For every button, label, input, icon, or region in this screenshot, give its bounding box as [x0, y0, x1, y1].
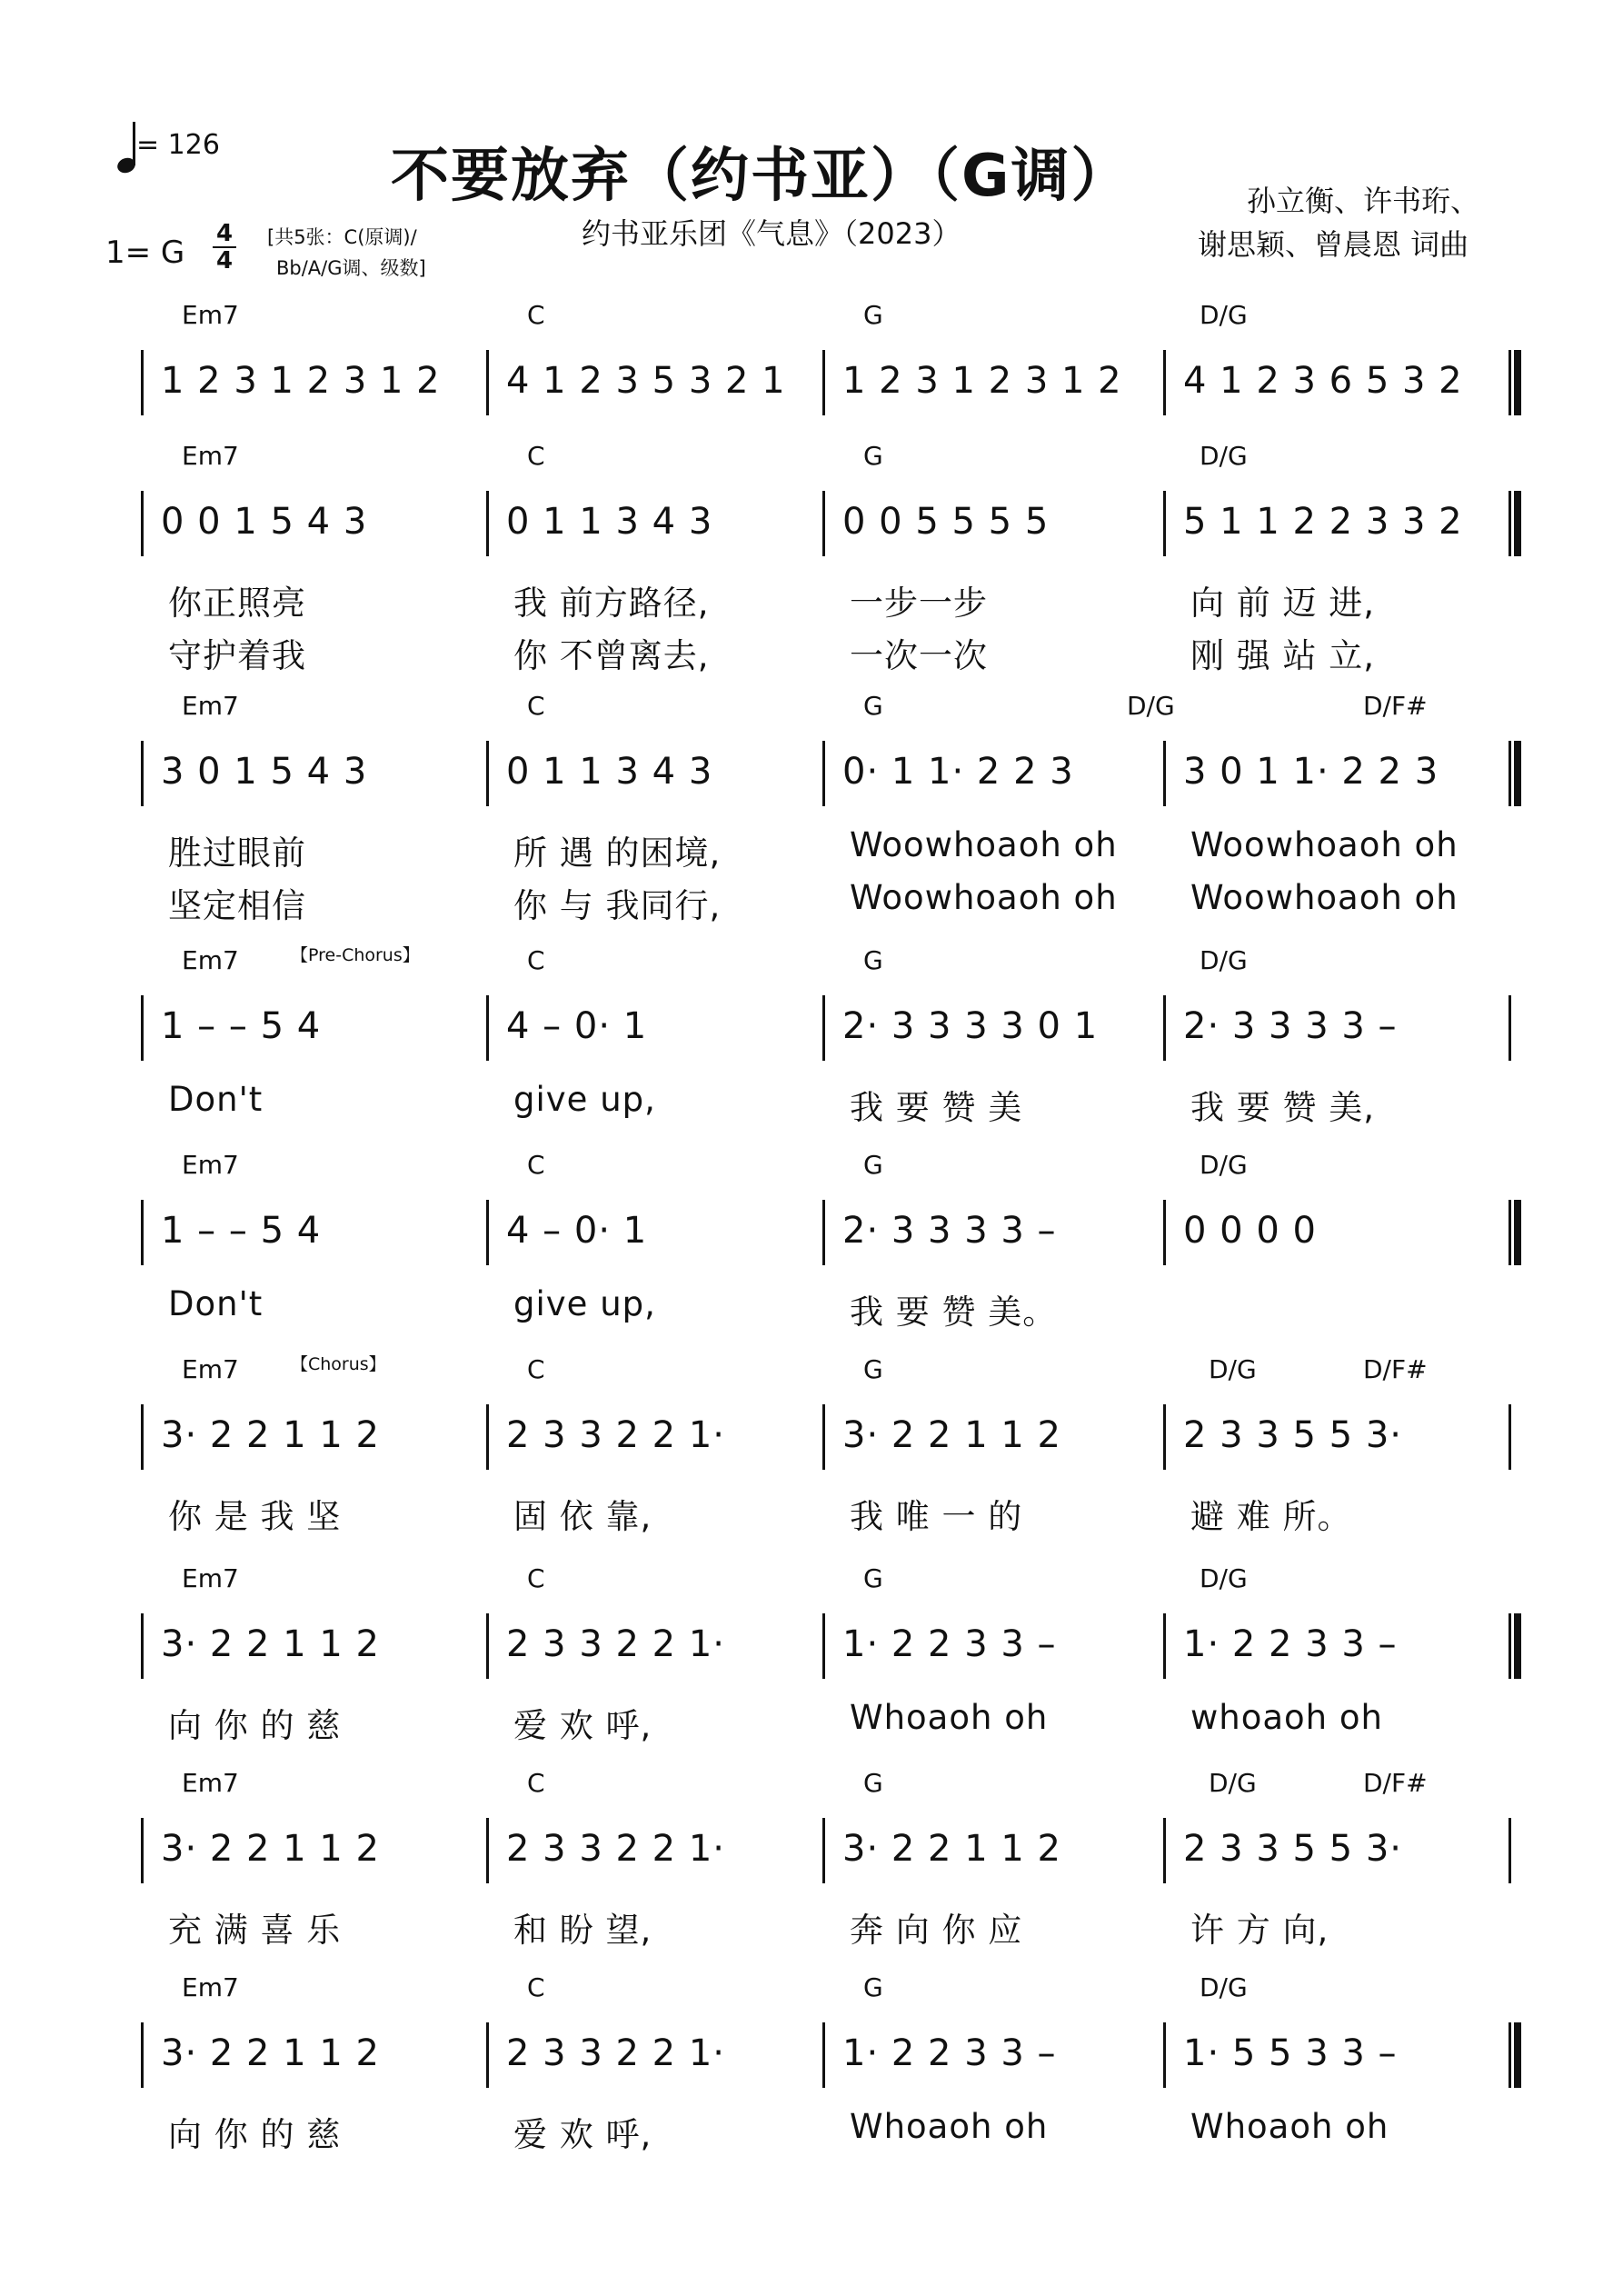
lyric-text: Whoaoh oh — [850, 2107, 1049, 2146]
bar-line — [141, 1404, 144, 1470]
lyric-text: Whoaoh oh — [850, 1698, 1049, 1737]
measure-notes: 3· 2 2 1 1 2 — [842, 1414, 1061, 1456]
chord-symbol: Em7 — [182, 1563, 239, 1593]
keys-note-line1: [共5张：C(原调)/ — [267, 226, 417, 248]
chord-symbol: D/G — [1209, 1768, 1257, 1798]
bar-line — [822, 1818, 825, 1883]
bar-line — [1508, 491, 1511, 556]
chord-symbol: D/G — [1200, 300, 1248, 330]
lyric-text: Woowhoaoh oh — [1190, 825, 1459, 864]
measure-notes: 2· 3 3 3 3 0 1 — [842, 1005, 1099, 1047]
measure-notes: 2 3 3 2 2 1· — [506, 1828, 725, 1870]
score-header — [0, 0, 1623, 291]
lyric-text: 你 不曾离去, — [513, 636, 710, 675]
lyric-text: 向 前 迈 进, — [1190, 584, 1376, 623]
measure-notes: 4 – 0· 1 — [506, 1210, 648, 1252]
lyric-text: 你 与 我同行, — [513, 886, 722, 925]
composer-line1: 孙立衡、许书珩、 — [1247, 184, 1480, 218]
chord-symbol: D/G — [1200, 1972, 1248, 2002]
lyric-text: 充 满 喜 乐 — [168, 1911, 342, 1950]
bar-line — [141, 2022, 144, 2088]
bar-line — [1508, 1613, 1511, 1679]
lyric-text: 许 方 向, — [1190, 1911, 1329, 1950]
chord-symbol: G — [863, 1354, 883, 1384]
bar-line — [822, 491, 825, 556]
bar-line — [486, 1613, 489, 1679]
measure-notes: 1 2 3 1 2 3 1 2 — [161, 360, 441, 402]
measure-notes: 5 1 1 2 2 3 3 2 — [1183, 501, 1463, 543]
bar-line — [822, 741, 825, 806]
score-system — [0, 1768, 1623, 1986]
lyric-text: 向 你 的 慈 — [168, 1706, 342, 1745]
measure-notes: 3 0 1 5 4 3 — [161, 751, 368, 793]
lyric-text: Whoaoh oh — [1190, 2107, 1389, 2146]
bar-line — [486, 741, 489, 806]
bar-line — [486, 1200, 489, 1265]
chord-symbol: D/G — [1209, 1354, 1257, 1384]
measure-notes: 3· 2 2 1 1 2 — [161, 1828, 380, 1870]
score-system — [0, 441, 1623, 675]
lyric-text: 向 你 的 慈 — [168, 2115, 342, 2154]
measure-notes: 1· 2 2 3 3 – — [842, 2032, 1057, 2074]
chord-symbol: C — [527, 1972, 545, 2002]
lyric-text: give up, — [513, 1284, 656, 1323]
score-system — [0, 1354, 1623, 1572]
bar-line — [141, 1200, 144, 1265]
chord-symbol: D/G — [1127, 691, 1175, 721]
chord-symbol: Em7 — [182, 1768, 239, 1798]
section-tag: 【Pre-Chorus】 — [291, 945, 420, 965]
chord-symbol: G — [863, 441, 883, 471]
chord-symbol: D/G — [1200, 441, 1248, 471]
lyric-text: 刚 强 站 立, — [1190, 636, 1376, 675]
end-bar-line — [1514, 1613, 1521, 1679]
score-system — [0, 945, 1623, 1163]
measure-notes: 1 – – 5 4 — [161, 1210, 322, 1252]
end-bar-line — [1514, 491, 1521, 556]
lyric-text: 一次一次 — [850, 636, 988, 675]
bar-line — [822, 2022, 825, 2088]
lyric-text: Woowhoaoh oh — [1190, 878, 1459, 917]
bar-line — [1508, 350, 1511, 415]
bar-line — [486, 350, 489, 415]
chord-symbol: C — [527, 300, 545, 330]
lyric-text: 我 要 赞 美 — [850, 1088, 1023, 1127]
chord-symbol: C — [527, 1563, 545, 1593]
bar-line — [822, 995, 825, 1061]
chord-symbol: C — [527, 1768, 545, 1798]
bar-line — [486, 2022, 489, 2088]
chord-symbol: G — [863, 1972, 883, 2002]
lyric-text: 奔 向 你 应 — [850, 1911, 1023, 1950]
score-system — [0, 691, 1623, 925]
measure-notes: 0 0 0 0 — [1183, 1210, 1317, 1252]
chord-symbol: D/F# — [1363, 691, 1428, 721]
chord-symbol: D/F# — [1363, 1768, 1428, 1798]
song-subtitle: 约书亚乐团《气息》（2023） — [582, 216, 961, 251]
measure-notes: 1· 2 2 3 3 – — [1183, 1623, 1398, 1665]
chord-symbol: Em7 — [182, 691, 239, 721]
bar-line — [141, 1818, 144, 1883]
end-bar-line — [1514, 1200, 1521, 1265]
chord-symbol: Em7 — [182, 1150, 239, 1180]
chord-symbol: Em7 — [182, 300, 239, 330]
bar-line — [1508, 1200, 1511, 1265]
bar-line — [1508, 2022, 1511, 2088]
lyric-text: 所 遇 的困境, — [513, 834, 722, 873]
bar-line — [141, 491, 144, 556]
bar-line — [1163, 1613, 1166, 1679]
lyric-text: 固 依 靠, — [513, 1497, 652, 1536]
chord-symbol: G — [863, 1150, 883, 1180]
measure-notes: 2 3 3 2 2 1· — [506, 1414, 725, 1456]
bar-line — [1163, 1404, 1166, 1470]
chord-symbol: D/F# — [1363, 1354, 1428, 1384]
chord-symbol: D/G — [1200, 945, 1248, 975]
chord-symbol: C — [527, 441, 545, 471]
lyric-text: whoaoh oh — [1190, 1698, 1383, 1737]
chord-symbol: Em7 — [182, 1972, 239, 2002]
chord-symbol: C — [527, 1354, 545, 1384]
measure-notes: 3· 2 2 1 1 2 — [161, 1623, 380, 1665]
bar-line — [141, 741, 144, 806]
measure-notes: 0 0 1 5 4 3 — [161, 501, 368, 543]
bar-line — [1508, 741, 1511, 806]
measure-notes: 1 – – 5 4 — [161, 1005, 322, 1047]
keys-note-line2: Bb/A/G调、级数] — [276, 257, 426, 279]
time-signature-bottom: 4 — [215, 247, 234, 275]
lyric-text: 我 前方路径, — [513, 584, 710, 623]
measure-notes: 2· 3 3 3 3 – — [842, 1210, 1057, 1252]
lyric-text: Woowhoaoh oh — [850, 878, 1118, 917]
bar-line — [141, 350, 144, 415]
song-title: 不要放弃（约书亚）（G调） — [391, 143, 1131, 210]
bar-line — [822, 1200, 825, 1265]
score-system — [0, 1150, 1623, 1368]
measure-notes: 4 1 2 3 6 5 3 2 — [1183, 360, 1463, 402]
bar-line — [1163, 2022, 1166, 2088]
chord-symbol: D/G — [1200, 1150, 1248, 1180]
chord-symbol: G — [863, 300, 883, 330]
lyric-text: 避 难 所。 — [1190, 1497, 1352, 1536]
chord-symbol: G — [863, 1563, 883, 1593]
chord-symbol: D/G — [1200, 1563, 1248, 1593]
score-system — [0, 1563, 1623, 1782]
measure-notes: 0 0 5 5 5 5 — [842, 501, 1050, 543]
lyric-text: 你 是 我 坚 — [168, 1497, 342, 1536]
lyric-text: Don't — [168, 1284, 264, 1323]
measure-notes: 0 1 1 3 4 3 — [506, 751, 713, 793]
measure-notes: 1 2 3 1 2 3 1 2 — [842, 360, 1122, 402]
section-tag: 【Chorus】 — [291, 1354, 386, 1374]
bar-line — [822, 350, 825, 415]
lyric-text: 我 要 赞 美, — [1190, 1088, 1376, 1127]
bar-line — [141, 995, 144, 1061]
lyric-text: 一步一步 — [850, 584, 988, 623]
lyric-text: 坚定相信 — [168, 886, 306, 925]
bar-line — [1508, 1818, 1511, 1883]
bar-line — [1163, 995, 1166, 1061]
tempo-marking: = 126 — [136, 129, 220, 161]
bar-line — [1163, 1818, 1166, 1883]
lyric-text: give up, — [513, 1080, 656, 1119]
measure-notes: 3· 2 2 1 1 2 — [161, 1414, 380, 1456]
measure-notes: 3· 2 2 1 1 2 — [161, 2032, 380, 2074]
measure-notes: 4 – 0· 1 — [506, 1005, 648, 1047]
chord-symbol: G — [863, 691, 883, 721]
measure-notes: 0· 1 1· 2 2 3 — [842, 751, 1074, 793]
lyric-text: 我 要 赞 美。 — [850, 1293, 1058, 1332]
chord-symbol: Em7 — [182, 441, 239, 471]
bar-line — [141, 1613, 144, 1679]
measure-notes: 2 3 3 2 2 1· — [506, 1623, 725, 1665]
bar-line — [1163, 491, 1166, 556]
bar-line — [1163, 350, 1166, 415]
bar-line — [822, 1404, 825, 1470]
lyric-text: 我 唯 一 的 — [850, 1497, 1023, 1536]
lyric-text: 和 盼 望, — [513, 1911, 652, 1950]
measure-notes: 4 1 2 3 5 3 2 1 — [506, 360, 786, 402]
measure-notes: 3 0 1 1· 2 2 3 — [1183, 751, 1439, 793]
bar-line — [1508, 1404, 1511, 1470]
measure-notes: 1· 5 5 3 3 – — [1183, 2032, 1398, 2074]
bar-line — [1163, 1200, 1166, 1265]
measure-notes: 1· 2 2 3 3 – — [842, 1623, 1057, 1665]
chord-symbol: G — [863, 1768, 883, 1798]
measure-notes: 2 3 3 2 2 1· — [506, 2032, 725, 2074]
lyric-text: 爱 欢 呼, — [513, 1706, 652, 1745]
lyric-text: 守护着我 — [168, 636, 306, 675]
measure-notes: 0 1 1 3 4 3 — [506, 501, 713, 543]
chord-symbol: C — [527, 1150, 545, 1180]
end-bar-line — [1514, 2022, 1521, 2088]
measure-notes: 2 3 3 5 5 3· — [1183, 1414, 1402, 1456]
measure-notes: 2 3 3 5 5 3· — [1183, 1828, 1402, 1870]
chord-symbol: C — [527, 945, 545, 975]
bar-line — [1508, 995, 1511, 1061]
lyric-text: Don't — [168, 1080, 264, 1119]
end-bar-line — [1514, 741, 1521, 806]
keys-note — [267, 222, 426, 284]
bar-line — [486, 491, 489, 556]
measure-notes: 3· 2 2 1 1 2 — [842, 1828, 1061, 1870]
lyric-text: 你正照亮 — [168, 584, 306, 623]
chord-symbol: G — [863, 945, 883, 975]
lyric-text: Woowhoaoh oh — [850, 825, 1118, 864]
composer-line2: 谢思颖、曾晨恩 词曲 — [1198, 227, 1469, 262]
bar-line — [822, 1613, 825, 1679]
key-signature: 1= G — [105, 235, 185, 271]
time-signature — [211, 222, 238, 273]
chord-symbol: C — [527, 691, 545, 721]
time-signature-top: 4 — [215, 220, 234, 247]
chord-symbol: Em7 — [182, 945, 239, 975]
lyric-text: 爱 欢 呼, — [513, 2115, 652, 2154]
bar-line — [486, 1818, 489, 1883]
lyric-text: 胜过眼前 — [168, 834, 306, 873]
score-system — [0, 1972, 1623, 2191]
bar-line — [1163, 741, 1166, 806]
end-bar-line — [1514, 350, 1521, 415]
measure-notes: 2· 3 3 3 3 – — [1183, 1005, 1398, 1047]
bar-line — [486, 995, 489, 1061]
chord-symbol: Em7 — [182, 1354, 239, 1384]
bar-line — [486, 1404, 489, 1470]
